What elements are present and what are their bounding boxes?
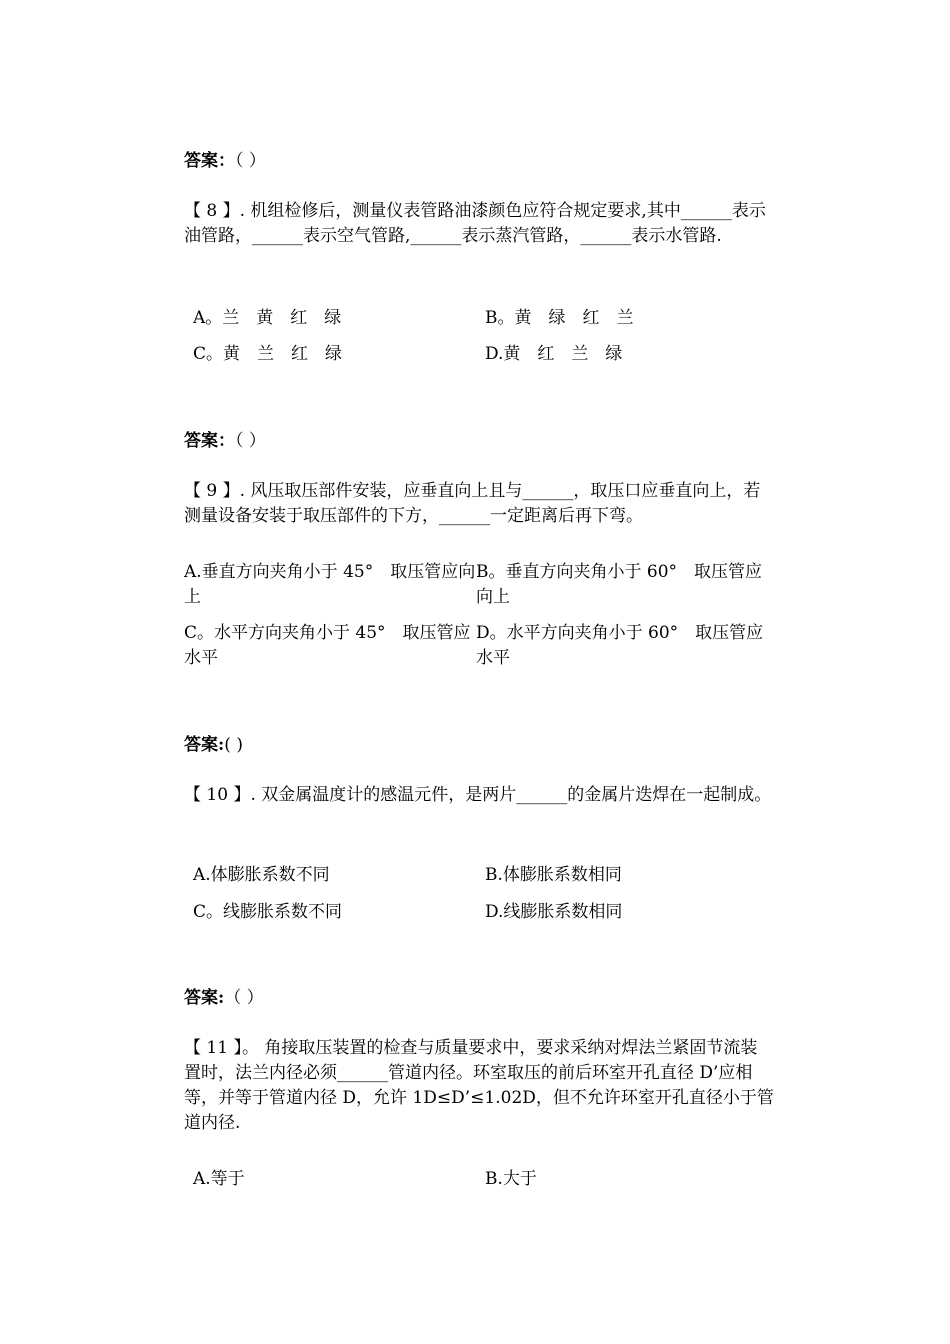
answer-line: [184, 735, 243, 755]
option-a: A。兰 黄 红 绿: [193, 308, 342, 328]
option-c: C。线膨胀系数不同: [193, 902, 343, 922]
answer-label: 答案：: [184, 431, 235, 451]
option-b: B。垂直方向夹角小于 60° 取压管应向上: [476, 562, 763, 607]
question-8: 【 8 】. 机组检修后，测量仪表管路油漆颜色应符合规定要求,其中______表示油管路，______表示空气管路,______表示蒸汽管路，______表示水管路.: [184, 201, 766, 246]
answer-blank: （ ）: [235, 151, 266, 171]
option-a: A.体膨胀系数不同: [193, 865, 330, 885]
answer-label: 答案:: [184, 735, 225, 755]
answer-line: [184, 431, 266, 451]
option-d: D。水平方向夹角小于 60° 取压管应水平: [476, 623, 764, 668]
option-d: D.线膨胀系数相同: [485, 902, 623, 922]
answer-blank: （ ）: [224, 988, 264, 1008]
option-b: B.体膨胀系数相同: [485, 865, 622, 885]
question-11: 【 11 】。 角接取压装置的检查与质量要求中，要求采纳对焊法兰紧固节流装置时，法兰内径必须______管道内径。环室取压的前后环室开孔直径 D’应相等，并等于管道内径 D，允许 1D≤D’≤1.02D，但不允许环室开孔直径小于管道内径.: [184, 1038, 774, 1133]
answer-blank: （ ）: [235, 431, 266, 451]
question-10: 【 10 】. 双金属温度计的感温元件，是两片______的金属片迭焊在一起制成。: [184, 785, 772, 805]
question-9: 【 9 】. 风压取压部件安装，应垂直向上且与______，取压口应垂直向上，若测量设备安装于取压部件的下方，______一定距离后再下弯。: [184, 481, 761, 526]
answer-blank: ( ): [224, 735, 243, 755]
answer-label: 答案：: [184, 151, 235, 171]
answer-label: 答案:: [184, 988, 225, 1008]
option-d: D.黄 红 兰 绿: [485, 344, 623, 364]
option-a: A.垂直方向夹角小于 45° 取压管应向上: [184, 562, 476, 607]
option-b: B。黄 绿 红 兰: [485, 308, 634, 328]
answer-line: [184, 151, 266, 171]
option-c: C。黄 兰 红 绿: [193, 344, 343, 364]
answer-line: [184, 988, 264, 1008]
option-b: B.大于: [485, 1169, 537, 1189]
option-a: A.等于: [193, 1169, 245, 1189]
option-c: C。水平方向夹角小于 45° 取压管应水平: [184, 623, 471, 668]
